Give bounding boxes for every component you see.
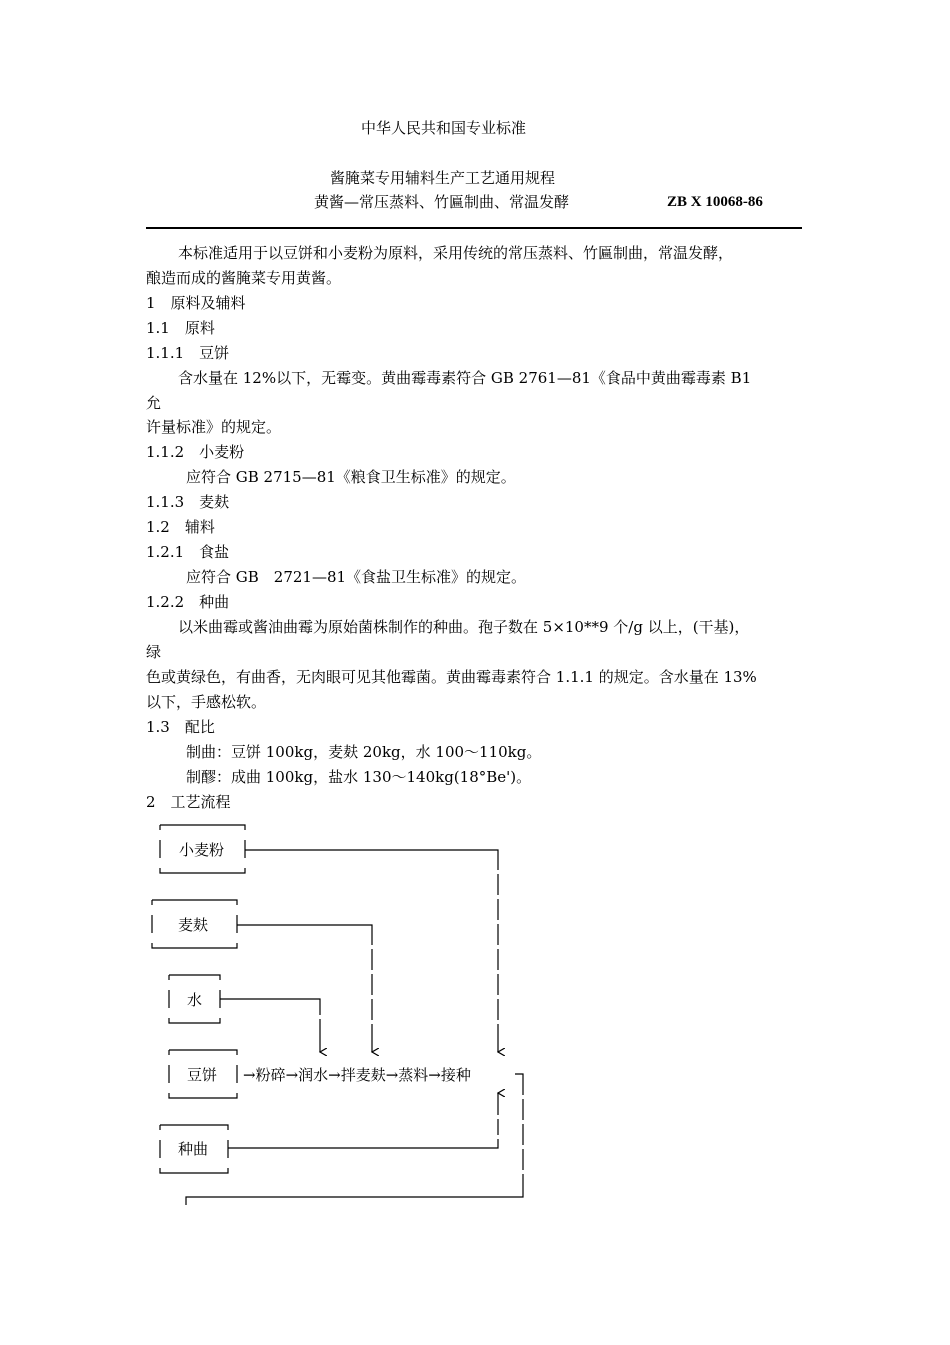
flow-bean-cake-label: 豆饼 <box>187 1066 218 1084</box>
section-1-2-1-heading: 1.2.1 食盐 <box>146 543 230 561</box>
section-1-2-2-text-3: 色或黄绿色，有曲香，无肉眼可见其他霉菌。黄曲霉毒素符合 1.1.1 的规定。含水量在 13% <box>146 668 757 686</box>
section-1-1-3-heading: 1.1.3 麦麸 <box>146 493 230 511</box>
doc-title: 酱腌菜专用辅料生产工艺通用规程 <box>330 169 556 187</box>
section-1-1-1-text-1: 含水量在 12%以下，无霉变。黄曲霉毒素符合 GB 2761—81《食品中黄曲霉毒素 B1 <box>178 369 752 387</box>
flow-bran-label: 麦麸 <box>178 916 209 934</box>
org-title: 中华人民共和国专业标准 <box>361 119 527 137</box>
section-1-2-heading: 1.2 辅料 <box>146 518 215 536</box>
section-1-1-1-heading: 1.1.1 豆饼 <box>146 344 230 362</box>
section-1-1-1-text-2: 允 <box>146 394 162 412</box>
flow-seed-koji-label: 种曲 <box>178 1140 209 1158</box>
water-connector <box>220 999 320 1052</box>
flow-wheat-flour-label: 小麦粉 <box>179 841 225 859</box>
section-1-1-heading: 1.1 原料 <box>146 319 215 337</box>
section-1-2-2-heading: 1.2.2 种曲 <box>146 593 230 611</box>
section-1-2-2-text-4: 以下，手感松软。 <box>146 693 267 711</box>
section-1-2-2-text-2: 绿 <box>146 643 162 661</box>
section-2-heading: 2 工艺流程 <box>146 793 231 811</box>
ratio-koji-making: 制曲：豆饼 100kg，麦麸 20kg，水 100～110kg。 <box>186 743 542 761</box>
section-1-1-2-heading: 1.1.2 小麦粉 <box>146 443 245 461</box>
flow-water-label: 水 <box>187 991 203 1009</box>
standard-code: ZB X 10068-86 <box>667 194 763 210</box>
section-1-1-2-text: 应符合 GB 2715—81《粮食卫生标准》的规定。 <box>186 468 516 486</box>
section-1-heading: 1 原料及辅料 <box>146 294 246 312</box>
ratio-mash-making: 制醪：成曲 100kg，盐水 130～140kg(18°Be')。 <box>186 768 532 786</box>
flow-process-steps: →粉碎→润水→拌麦麸→蒸料→接种 <box>243 1066 471 1084</box>
bran-connector <box>237 925 372 1052</box>
koji-connector <box>228 1093 498 1148</box>
section-1-1-1-text-3: 许量标准》的规定。 <box>146 418 282 436</box>
section-1-3-heading: 1.3 配比 <box>146 718 215 736</box>
section-1-2-2-text-1: 以米曲霉或酱油曲霉为原始菌株制作的种曲。孢子数在 5×10**9 个/g 以上，(干基)， <box>178 618 750 636</box>
intro-line-1: 本标准适用于以豆饼和小麦粉为原料，采用传统的常压蒸料、竹匾制曲，常温发酵， <box>178 244 734 262</box>
intro-line-2: 酿造而成的酱腌菜专用黄酱。 <box>146 269 342 287</box>
doc-subtitle: 黄酱—常压蒸料、竹匾制曲、常温发酵 <box>314 193 570 211</box>
section-1-2-1-text: 应符合 GB 2721—81《食盐卫生标准》的规定。 <box>186 568 527 586</box>
